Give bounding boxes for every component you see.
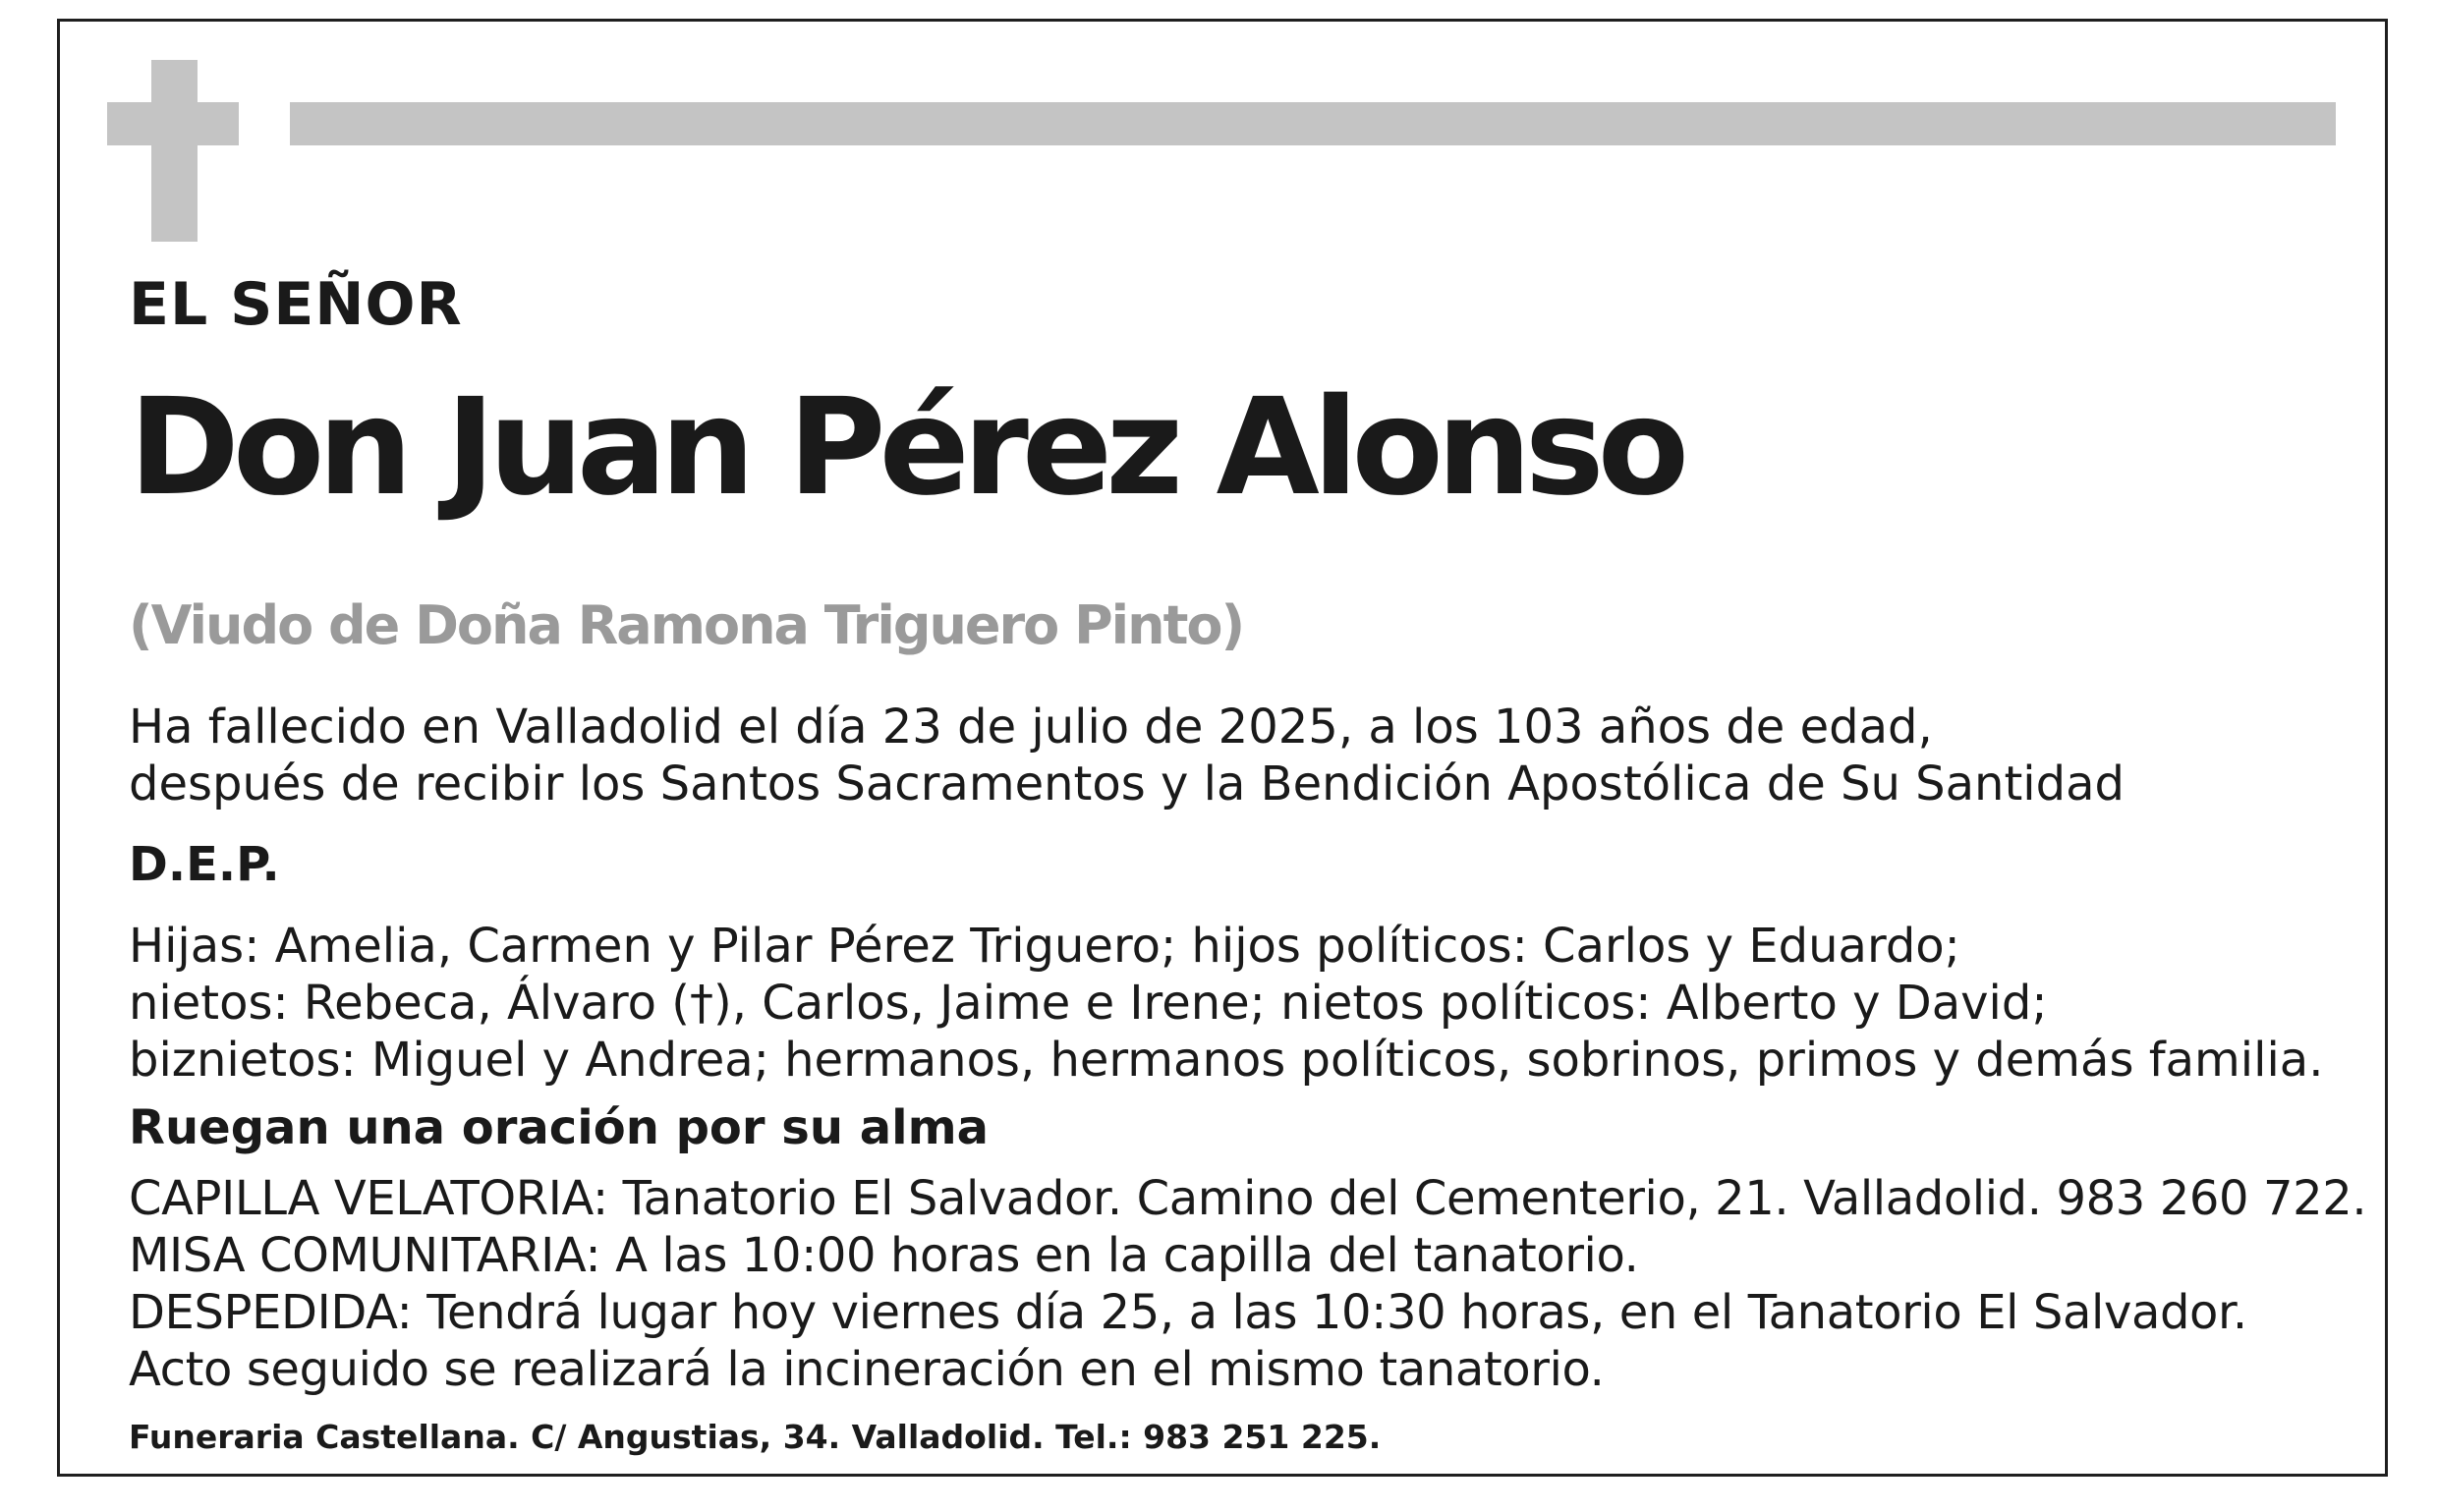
heading: EL SEÑOR	[129, 270, 463, 339]
family-paragraph	[129, 918, 2323, 1089]
deceased-name: Don Juan Pérez Alonso	[129, 370, 1683, 526]
family-line: biznietos: Miguel y Andrea; hermanos, hermanos políticos, sobrinos, primos y demás familia.	[129, 1033, 2324, 1088]
service-line: CAPILLA VELATORIA: Tanatorio El Salvador. Camino del Cementerio, 21. Valladolid. 983 260 722.	[129, 1171, 2367, 1226]
service-line: DESPEDIDA: Tendrá lugar hoy viernes día 25, a las 10:30 horas, en el Tanatorio El Salvador.	[129, 1285, 2247, 1340]
widow-of: (Viudo de Doña Ramona Triguero Pinto)	[129, 594, 1244, 656]
cross-icon-arm	[107, 102, 239, 145]
family-line: nietos: Rebeca, Álvaro (†), Carlos, Jaime e Irene; nietos políticos: Alberto y David;	[129, 976, 2048, 1031]
prayer-request: Ruegan una oración por su alma	[129, 1100, 989, 1155]
death-line: Ha fallecido en Valladolid el día 23 de julio de 2025, a los 103 años de edad,	[129, 700, 1933, 755]
rip-label: D.E.P.	[129, 837, 280, 892]
service-line: MISA COMUNITARIA: A las 10:00 horas en la capilla del tanatorio.	[129, 1228, 1639, 1283]
service-line: Acto seguido se realizará la incineración en el mismo tanatorio.	[129, 1342, 1605, 1397]
funeral-home: Funeraria Castellana. C/ Angustias, 34. Valladolid. Tel.: 983 251 225.	[129, 1418, 1382, 1456]
cross-icon	[151, 60, 198, 242]
family-line: Hijas: Amelia, Carmen y Pilar Pérez Triguero; hijos políticos: Carlos y Eduardo;	[129, 919, 1960, 974]
death-line: después de recibir los Santos Sacramentos y la Bendición Apostólica de Su Santidad	[129, 756, 2125, 812]
death-paragraph	[129, 699, 2125, 812]
header-rule	[290, 102, 2336, 145]
service-paragraph	[129, 1170, 2366, 1398]
